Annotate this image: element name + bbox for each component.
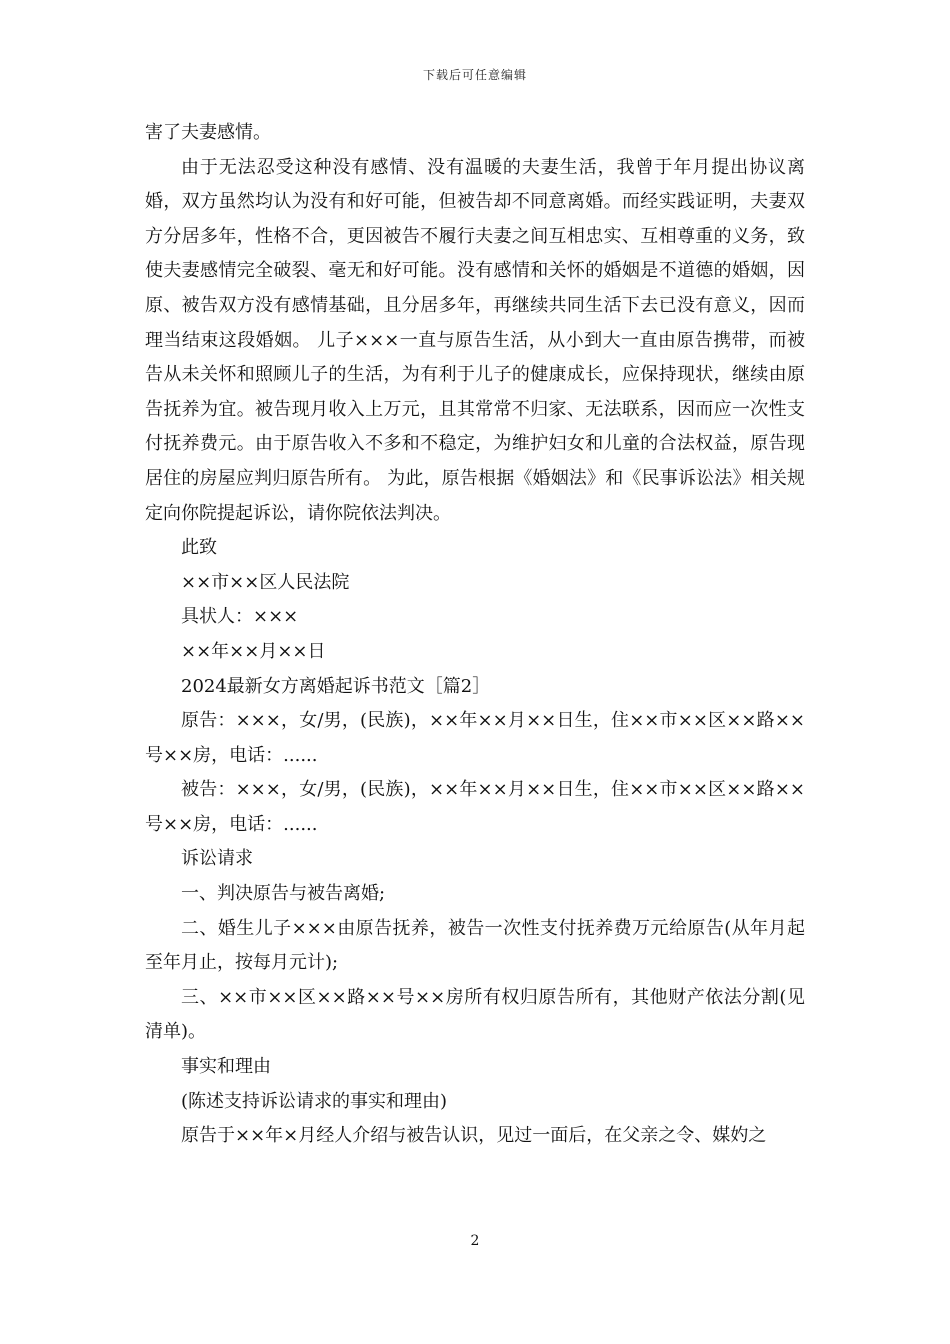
court-name: ××市××区人民法院 — [181, 571, 350, 593]
section-title: 2024最新女方离婚起诉书范文［篇2］ — [181, 675, 491, 697]
paragraph: 害了夫妻感情。 — [145, 122, 271, 143]
paragraph: 由于无法忍受这种没有感情、没有温暖的夫妻生活，我曾于年月提出协议离婚，双方虽然均认为没有和好可能，但被告却不同意离婚。而经实践证明，夫妻双方分居多年，性格不合，更因被告不履行夫妻之间互相忠实、互相尊重的义务，致使夫妻感情完全破裂、毫无和好可能。没有感情和关怀的婚姻是不道德的婚姻，因原、被告双方没有感情基础，且分居多年，再继续共同生活下去已没有意义，因而理当结束这段婚姻。 儿子×××一直与原告生活，从小到大一直由原告携带，而被告从未关怀和照顾儿子的生活，为有利于儿子的健康成长，应保持现状，继续由原告抚养为宜。被告现月收入上万元，且其常常不归家、无法联系，因而应一次性支付抚养费元。由于原告收入不多和不稳定，为维护妇女和儿童的合法权益，原告现居住的房屋应判归原告所有。 为此，原告根据《婚姻法》和《民事诉讼法》相关规定向你院提起诉讼，请你院依法判决。 — [145, 156, 805, 524]
signatory: 具状人：××× — [181, 606, 299, 628]
page-number: 2 — [470, 1233, 480, 1249]
defendant-info: 被告：×××，女/男，(民族)，××年××月××日生，住××市××区××路××号××房，电话：...... — [145, 779, 805, 835]
closing-salutation: 此致 — [181, 537, 217, 559]
claim-item: 二、婚生儿子×××由原告抚养，被告一次性支付抚养费万元给原告(从年月起至年月止，按每月元计); — [145, 917, 805, 974]
claim-item: 三、××市××区××路××号××房所有权归原告所有，其他财产依法分割(见清单)。 — [145, 986, 805, 1043]
facts-note: (陈述支持诉讼请求的事实和理由) — [181, 1090, 448, 1112]
heading-facts: 事实和理由 — [181, 1056, 271, 1078]
paragraph: 原告于××年×月经人介绍与被告认识，见过一面后，在父亲之令、媒妁之 — [181, 1125, 767, 1147]
date-line: ××年××月××日 — [181, 640, 326, 662]
page-header: 下载后可任意编辑 — [422, 68, 527, 82]
document-body — [145, 116, 805, 1154]
claim-item: 一、判决原告与被告离婚; — [181, 883, 386, 905]
heading-claims: 诉讼请求 — [181, 848, 253, 870]
plaintiff-info: 原告：×××，女/男，(民族)，××年××月××日生，住××市××区××路××号××房，电话：...... — [145, 710, 805, 766]
